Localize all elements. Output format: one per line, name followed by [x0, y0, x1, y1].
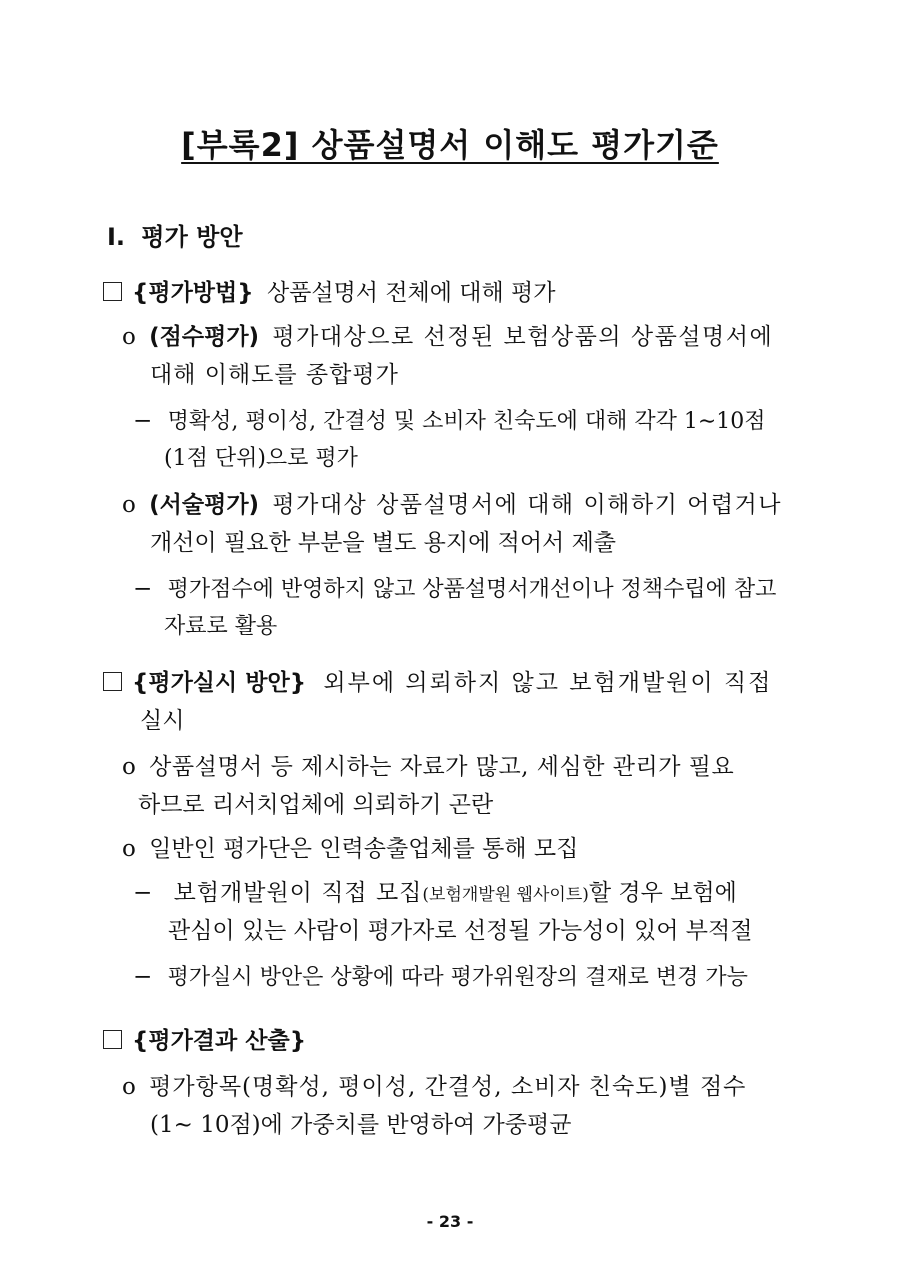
dash-marker: − — [133, 408, 153, 434]
score-eval-line2: 대해 이해도를 종합평가 — [150, 362, 399, 388]
desc-eval-line1 — [122, 490, 782, 520]
implement-dash2-text: 평가실시 방안은 상황에 따라 평가위원장의 결재로 변경 가능 — [167, 965, 748, 990]
bullet-circle-icon: o — [122, 324, 136, 350]
checkbox-square-icon — [103, 1030, 122, 1049]
method-text: 상품설명서 전체에 대해 평가 — [266, 280, 556, 306]
result-label: {평가결과 산출} — [132, 1028, 307, 1054]
result-item — [103, 1026, 306, 1056]
score-eval-line1 — [122, 322, 773, 352]
desc-eval-label: (서술평가) — [149, 492, 260, 518]
checkbox-square-icon — [103, 282, 122, 301]
section-heading — [107, 222, 243, 252]
implement-dash2 — [133, 962, 748, 993]
desc-eval-line2: 개선이 필요한 부분을 별도 용지에 적어서 제출 — [150, 530, 617, 556]
implement-item — [103, 668, 772, 698]
implement-bullet1-line2: 하므로 리서치업체에 의뢰하기 곤란 — [138, 792, 494, 818]
score-dash-line2: (1점 단위)으로 평가 — [164, 446, 358, 471]
dash-marker: − — [133, 964, 153, 990]
implement-bullet2-text: 일반인 평가단은 인력송출업체를 통해 모집 — [149, 836, 579, 862]
implement-dash1-small: (보험개발원 웹사이트) — [422, 885, 589, 905]
implement-label: {평가실시 방안} — [132, 670, 307, 696]
page-title — [0, 120, 900, 166]
dash-marker: − — [133, 576, 153, 602]
bullet-circle-icon: o — [122, 836, 136, 862]
result-bullet-line1 — [122, 1072, 746, 1102]
page-title-text: [부록2] 상품설명서 이해도 평가기준 — [181, 126, 719, 164]
implement-dash1-text-a: 보험개발원이 직접 모집 — [173, 880, 423, 906]
section-number: Ⅰ. — [107, 223, 126, 251]
implement-bullet1-line1 — [122, 752, 734, 782]
score-eval-text: 평가대상으로 선정된 보험상품의 상품설명서에 — [272, 324, 774, 350]
implement-bullet2 — [122, 834, 578, 864]
result-bullet-text: 평가항목(명확성, 평이성, 간결성, 소비자 친숙도)별 점수 — [149, 1074, 747, 1100]
checkbox-square-icon — [103, 672, 122, 691]
bullet-circle-icon: o — [122, 1074, 136, 1100]
bullet-circle-icon: o — [122, 492, 136, 518]
bullet-circle-icon: o — [122, 754, 136, 780]
section-title: 평가 방안 — [141, 223, 243, 251]
implement-dash1-line2: 관심이 있는 사람이 평가자로 선정될 가능성이 있어 부적절 — [168, 918, 753, 944]
implement-dash1-text-b: 할 경우 보험에 — [588, 880, 737, 906]
implement-text-line2: 실시 — [140, 708, 185, 734]
score-eval-label: (점수평가) — [149, 324, 260, 350]
implement-text: 외부에 의뢰하지 않고 보험개발원이 직접 — [323, 670, 773, 696]
desc-dash-line1 — [133, 574, 776, 605]
result-bullet-line2: (1∼ 10점)에 가중치를 반영하여 가중평균 — [150, 1112, 572, 1138]
desc-eval-text: 평가대상 상품설명서에 대해 이해하기 어렵거나 — [272, 492, 782, 518]
implement-bullet1-text: 상품설명서 등 제시하는 자료가 많고, 세심한 관리가 필요 — [149, 754, 735, 780]
score-dash-text: 명확성, 평이성, 간결성 및 소비자 친숙도에 대해 각각 1∼10점 — [167, 409, 766, 434]
score-dash-line1 — [133, 406, 766, 437]
method-item — [103, 278, 556, 308]
dash-marker: − — [133, 880, 153, 906]
page-number: - 23 - — [426, 1212, 474, 1231]
desc-dash-text: 평가점수에 반영하지 않고 상품설명서개선이나 정책수립에 참고 — [167, 577, 777, 602]
desc-dash-line2: 자료로 활용 — [164, 614, 278, 639]
implement-dash1-line1 — [133, 878, 737, 910]
method-label: {평가방법} — [132, 280, 254, 306]
